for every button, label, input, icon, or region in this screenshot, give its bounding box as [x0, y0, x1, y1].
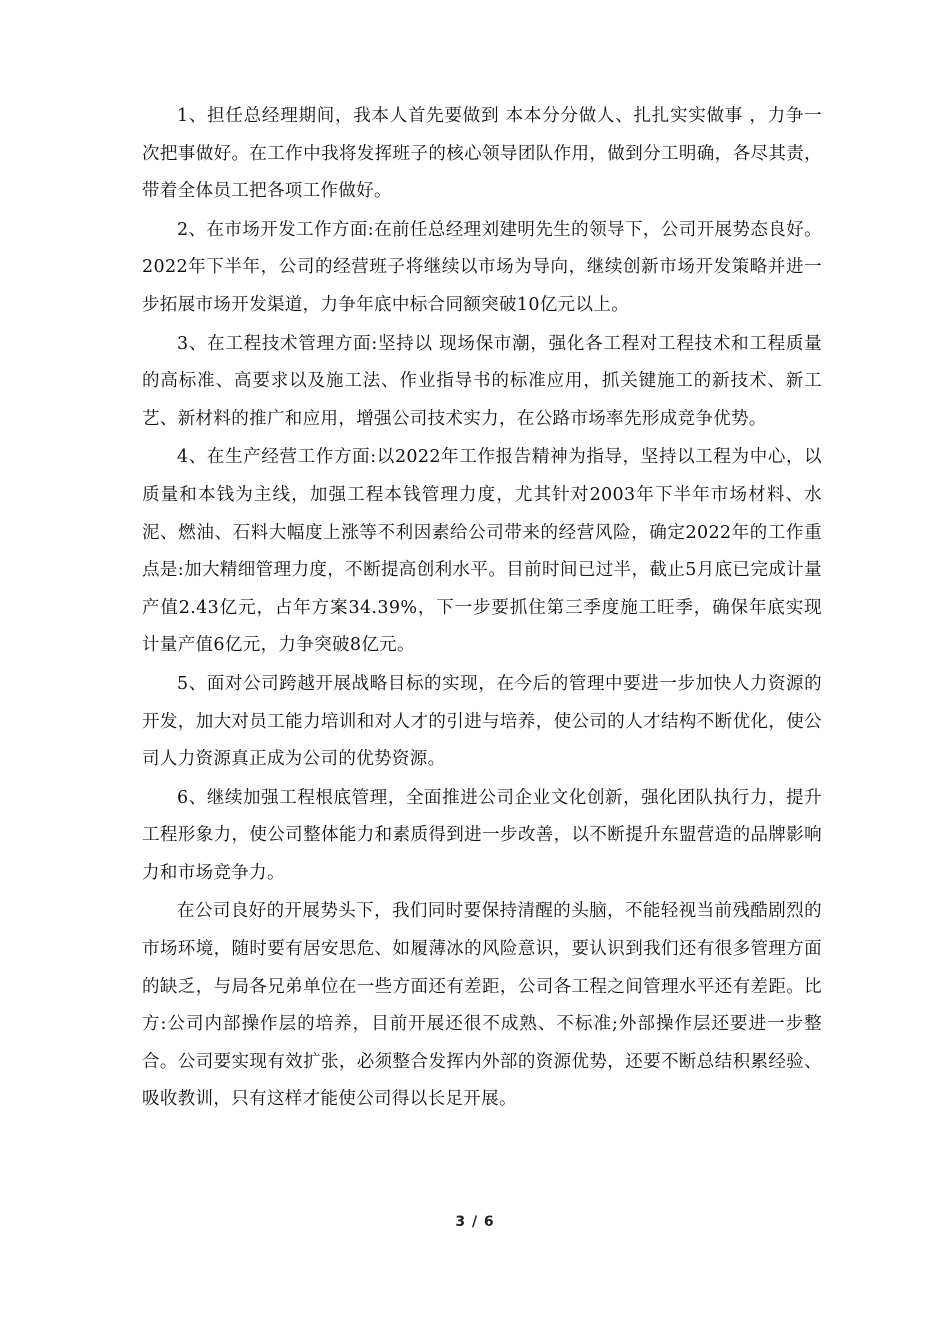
- paragraph-1: 1、担任总经理期间，我本人首先要做到 本本分分做人、扎扎实实做事 ，力争一次把事做好。在工作中我将发挥班子的核心领导团队作用，做到分工明确，各尽其责，带着全体员工把各项工作做好。: [142, 106, 822, 202]
- document-body: [142, 98, 822, 1120]
- paragraph-7: 在公司良好的开展势头下，我们同时要保持清醒的头脑，不能轻视当前残酷剧烈的市场环境，随时要有居安思危、如履薄冰的风险意识，要认识到我们还有很多管理方面的缺乏，与局各兄弟单位在一些方面还有差距，公司各工程之间管理水平还有差距。比方:公司内部操作层的培养，目前开展还很不成熟、不标准;外部操作层还要进一步整合。公司要实现有效扩张，必须整合发挥内外部的资源优势，还要不断总结积累经验、吸收教训，只有这样才能使公司得以长足开展。: [142, 901, 822, 1110]
- paragraph-4: 4、在生产经营工作方面:以2022年工作报告精神为指导，坚持以工程为中心，以质量和本钱为主线，加强工程本钱管理力度，尤其针对2003年下半年市场材料、水泥、燃油、石料大幅度上涨等不利因素给公司带来的经营风险，确定2022年的工作重点是:加大精细管理力度，不断提高创利水平。目前时间已过半，截止5月底已完成计量产值2.43亿元，占年方案34.39%，下一步要抓住第三季度施工旺季，确保年底实现计量产值6亿元，力争突破8亿元。: [142, 447, 822, 656]
- page-number: 3 / 6: [455, 1214, 495, 1230]
- paragraph-5: 5、面对公司跨越开展战略目标的实现，在今后的管理中要进一步加快人力资源的开发，加大对员工能力培训和对人才的引进与培养，使公司的人才结构不断优化，使公司人力资源真正成为公司的优势资源。: [142, 673, 822, 770]
- paragraph-3: 3、在工程技术管理方面:坚持以 现场保市潮，强化各工程对工程技术和工程质量的高标准、高要求以及施工法、作业指导书的标准应用，抓关键施工的新技术、新工艺、新材料的推广和应用，增强公司技术实力，在公路市场率先形成竞争优势。: [142, 333, 822, 429]
- paragraph-2: 2、在市场开发工作方面:在前任总经理刘建明先生的领导下，公司开展势态良好。2022年下半年，公司的经营班子将继续以市场为导向，继续创新市场开发策略并进一步拓展市场开发渠道，力争年底中标合同额突破10亿元以上。: [142, 219, 822, 315]
- paragraph-6: 6、继续加强工程根底管理，全面推进公司企业文化创新，强化团队执行力，提升工程形象力，使公司整体能力和素质得到进一步改善，以不断提升东盟营造的品牌影响力和市场竞争力。: [142, 787, 822, 883]
